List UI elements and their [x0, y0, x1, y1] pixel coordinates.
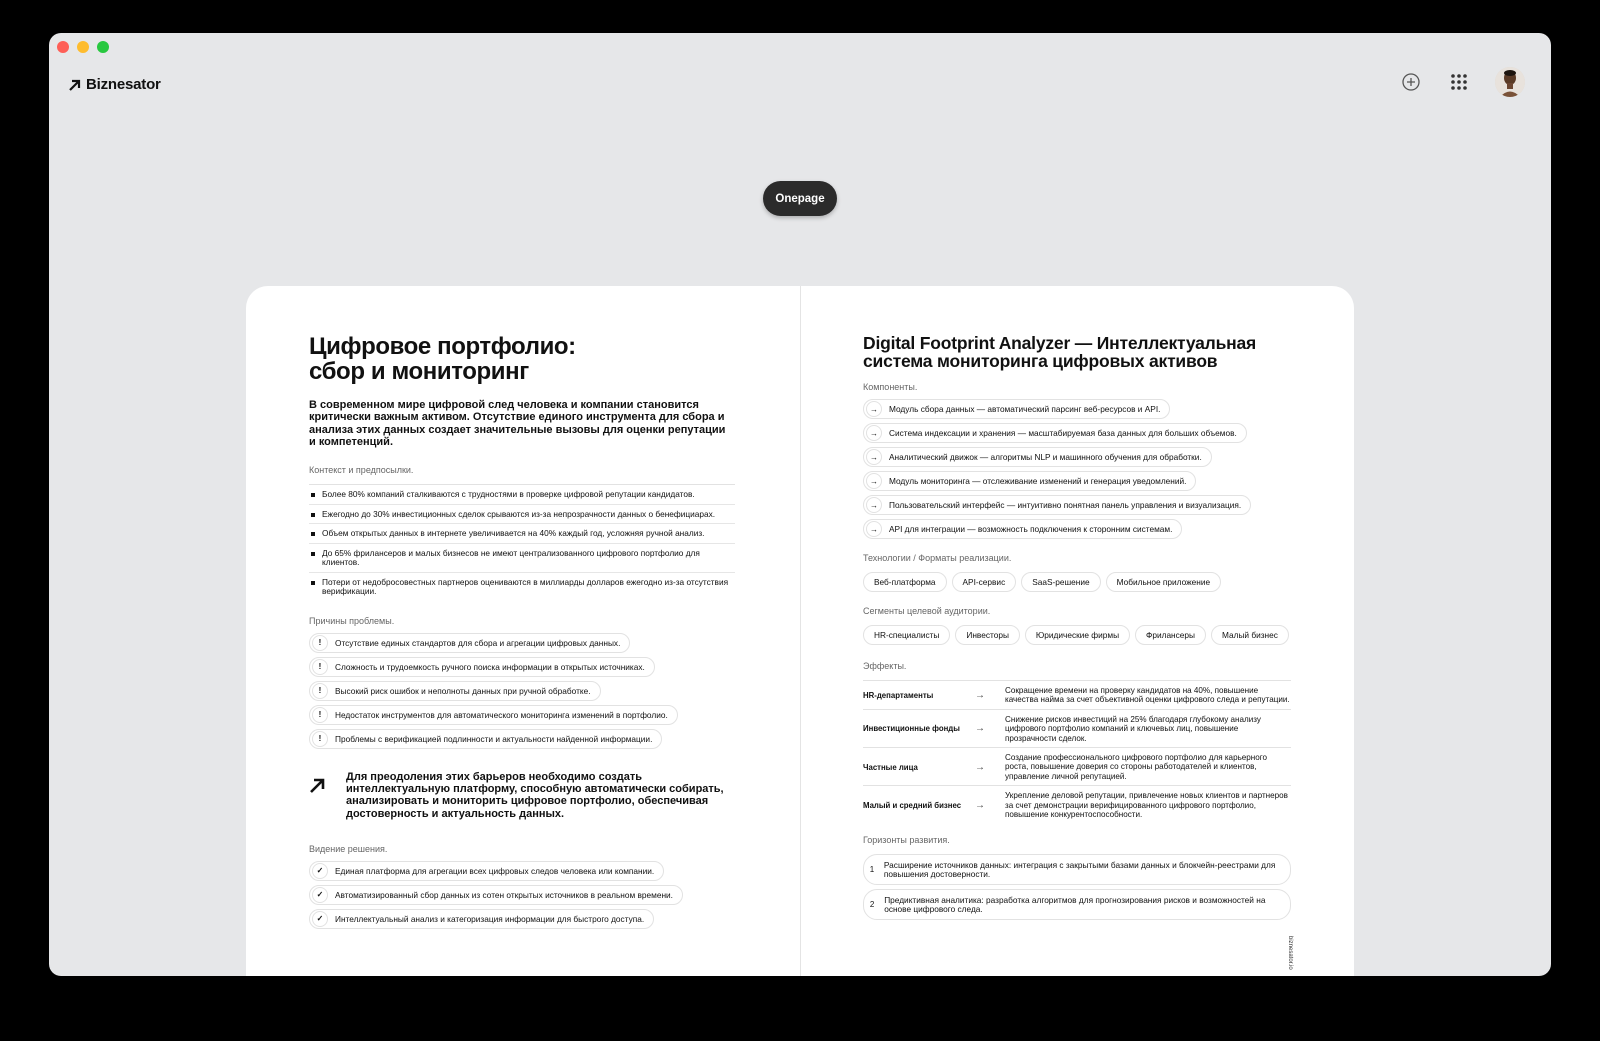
column-divider — [800, 286, 801, 976]
effects-table — [863, 680, 1291, 823]
check-icon: ✓ — [312, 911, 328, 927]
callout-text: Для преодоления этих барьеров необходимо создать интеллектуальную платформу, способную автоматически собирать, анализировать и мониторить цифровое портфолио, обеспечивая достоверность и актуальность данных. — [346, 770, 724, 820]
arrow-right-icon: → — [975, 799, 985, 811]
causes-label: Причины проблемы. — [309, 615, 395, 626]
list-item: ✓ Автоматизированный сбор данных из сотен открытых источников в реальном времени. — [309, 885, 683, 905]
segments-label: Сегменты целевой аудитории. — [863, 606, 991, 616]
tag: API-сервис — [952, 572, 1017, 592]
segment-tags — [863, 625, 1291, 645]
exclamation-icon: ! — [312, 659, 328, 675]
arrow-right-icon: → — [866, 497, 882, 513]
bullet-square-icon — [311, 493, 315, 497]
list-item: Объем открытых данных в интернете увеличивается на 40% каждый год, усложняя ручной анализ. — [309, 524, 735, 544]
arrow-up-right-icon — [309, 777, 326, 794]
arrow-right-icon: → — [866, 521, 882, 537]
arrow-right-icon: → — [975, 689, 985, 701]
list-item: ! Недостаток инструментов для автоматического мониторинга изменений в портфолио. — [309, 705, 678, 725]
solution-title: Digital Footprint Analyzer — Интеллектуальная система мониторинга цифровых активов — [863, 333, 1257, 371]
arrow-right-icon: → — [975, 761, 985, 773]
tech-tags — [863, 572, 1291, 592]
user-avatar[interactable] — [1495, 67, 1525, 97]
causes-list — [309, 633, 735, 749]
list-item: → Модуль сбора данных — автоматический парсинг веб-ресурсов и API. — [863, 399, 1170, 419]
horizons-label: Горизонты развития. — [863, 835, 950, 846]
table-row — [863, 681, 1291, 710]
list-item: ! Отсутствие единых стандартов для сбора и агрегации цифровых данных. — [309, 633, 630, 653]
list-item: ! Сложность и трудоемкость ручного поиска информации в открытых источниках. — [309, 657, 655, 677]
list-item: ! Высокий риск ошибок и неполноты данных при ручной обработке. — [309, 681, 601, 701]
horizon-text: Расширение источников данных: интеграция с закрытыми базами данных и блокчейн-реестрами для повышения достоверности. — [883, 859, 1276, 879]
list-item — [863, 889, 1291, 920]
tag: SaaS-решение — [1021, 572, 1100, 592]
list-item: → Модуль мониторинга — отслеживание изменений и генерация уведомлений. — [863, 471, 1196, 491]
tag: HR-специалисты — [863, 625, 950, 645]
lead-paragraph: В современном мире цифровой след человека и компании становится критически важным активом. Отсутствие единого инструмента для сбора и анализа этих данных создает значительные вызовы для оценки репутации и компетенций. — [309, 399, 726, 448]
horizon-number: 1 — [869, 865, 875, 875]
bullet-square-icon — [311, 513, 315, 517]
table-row — [863, 748, 1291, 786]
apps-menu-button[interactable] — [1447, 70, 1471, 94]
exclamation-icon: ! — [312, 683, 328, 699]
context-list — [309, 484, 735, 601]
page-title: Цифровое портфолио: сбор и мониторинг — [309, 333, 576, 385]
bullet-square-icon — [311, 552, 315, 556]
list-item: → Система индексации и хранения — масштабируемая база данных для больших объемов. — [863, 423, 1247, 443]
tag: Юридические фирмы — [1025, 625, 1130, 645]
tag: Инвесторы — [955, 625, 1020, 645]
list-item: Ежегодно до 30% инвестиционных сделок срываются из-за непрозрачности данных о бенефициарах. — [309, 505, 735, 525]
footer-url: biznesator.io — [1287, 936, 1293, 970]
list-item: → Аналитический движок — алгоритмы NLP и машинного обучения для обработки. — [863, 447, 1212, 467]
horizon-text: Предиктивная аналитика: разработка алгоритмов для прогнозирования рисков и возможностей на основе цифрового следа. — [884, 894, 1266, 914]
right-column — [863, 334, 1291, 920]
check-icon: ✓ — [312, 863, 328, 879]
tag: Фрилансеры — [1135, 625, 1206, 645]
arrow-right-icon: → — [866, 401, 882, 417]
list-item: → Пользовательский интерфейс — интуитивно понятная панель управления и визуализация. — [863, 495, 1251, 515]
arrow-right-icon: → — [975, 723, 985, 735]
add-button[interactable] — [1399, 70, 1423, 94]
effect-name: Малый и средний бизнес — [863, 800, 962, 810]
effect-desc: Сокращение времени на проверку кандидатов на 40%, повышение качества найма за счет объективной оценки цифрового следа и репутации. — [1005, 686, 1290, 705]
tech-label: Технологии / Форматы реализации. — [863, 553, 1012, 563]
effect-name: Инвестиционные фонды — [863, 724, 960, 734]
minimize-window-button[interactable] — [77, 41, 89, 53]
tag: Веб-платформа — [863, 572, 947, 592]
table-row — [863, 710, 1291, 748]
top-actions — [1399, 67, 1525, 97]
onepage-document — [246, 286, 1354, 976]
tag: Мобильное приложение — [1106, 572, 1221, 592]
list-item: Более 80% компаний сталкиваются с трудностями в проверке цифровой репутации кандидатов. — [309, 485, 735, 505]
list-item: Потери от недобросовестных партнеров оцениваются в миллиарды долларов ежегодно из-за отсутствия верификации. — [309, 573, 735, 601]
list-item: ! Проблемы с верификацией подлинности и актуальности найденной информации. — [309, 729, 662, 749]
left-column — [309, 334, 735, 929]
exclamation-icon: ! — [312, 635, 328, 651]
effects-label: Эффекты. — [863, 661, 907, 671]
list-item: До 65% фрилансеров и малых бизнесов не имеют централизованного цифрового портфолио для клиентов. — [309, 544, 735, 573]
onepage-button[interactable]: Onepage — [763, 181, 837, 216]
bullet-square-icon — [311, 581, 315, 585]
list-item: → API для интеграции — возможность подключения к сторонним системам. — [863, 519, 1182, 539]
callout — [309, 771, 735, 820]
list-item: ✓ Интеллектуальный анализ и категоризация информации для быстрого доступа. — [309, 909, 654, 929]
effect-desc: Снижение рисков инвестиций на 25% благодаря глубокому анализу цифрового портфолио компаний и ключевых лиц, повышение прозрачности сделок. — [1005, 714, 1261, 743]
list-item: ✓ Единая платформа для агрегации всех цифровых следов человека или компании. — [309, 861, 664, 881]
arrow-up-right-icon — [68, 78, 82, 92]
context-label: Контекст и предпосылки. — [309, 465, 414, 476]
maximize-window-button[interactable] — [97, 41, 109, 53]
close-window-button[interactable] — [57, 41, 69, 53]
check-icon: ✓ — [312, 887, 328, 903]
browser-window — [49, 33, 1551, 976]
horizon-number: 2 — [869, 900, 875, 910]
bullet-square-icon — [311, 532, 315, 536]
horizons-list — [863, 854, 1291, 920]
vision-list — [309, 861, 735, 929]
table-row — [863, 786, 1291, 823]
window-controls — [57, 41, 109, 53]
arrow-right-icon: → — [866, 473, 882, 489]
plus-circle-icon — [1401, 72, 1421, 92]
vision-label: Видение решения. — [309, 843, 388, 854]
exclamation-icon: ! — [312, 731, 328, 747]
tag: Малый бизнес — [1211, 625, 1289, 645]
user-avatar-icon — [1495, 67, 1525, 97]
brand-name: Biznesator — [86, 76, 161, 93]
arrow-right-icon: → — [866, 425, 882, 441]
grid-icon — [1450, 73, 1468, 91]
components-label: Компоненты. — [863, 382, 918, 392]
effect-desc: Создание профессионального цифрового портфолио для карьерного роста, повышение доверия со стороны работодателей и клиентов, управление личной репутацией. — [1005, 753, 1268, 781]
list-item — [863, 854, 1291, 885]
exclamation-icon: ! — [312, 707, 328, 723]
brand-logo[interactable] — [68, 76, 161, 93]
effect-name: Частные лица — [863, 762, 918, 772]
effect-name: HR-департаменты — [863, 690, 934, 700]
effect-desc: Укрепление деловой репутации, привлечение новых клиентов и партнеров за счет демонстрации верифицированного цифрового портфолио, повышение конкурентоспособности. — [1005, 791, 1288, 820]
arrow-right-icon: → — [866, 449, 882, 465]
components-list — [863, 399, 1291, 539]
